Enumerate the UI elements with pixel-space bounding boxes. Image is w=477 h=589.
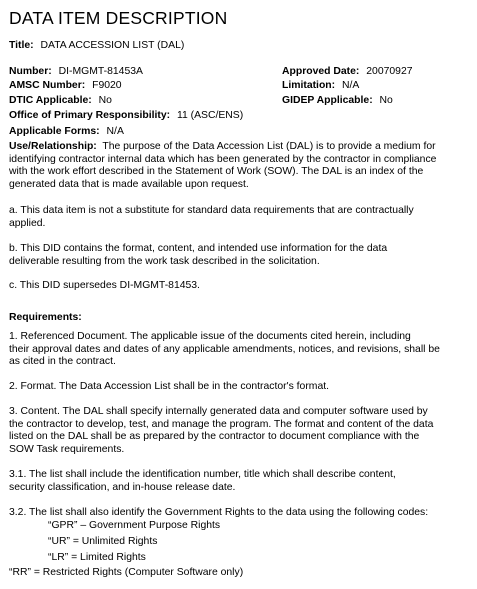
- amsc-field: [9, 80, 122, 93]
- document-title: DATA ITEM DESCRIPTION: [9, 8, 228, 28]
- code-gpr: “GPR” – Government Purpose Rights: [48, 520, 221, 531]
- title-value: DATA ACCESSION LIST (DAL): [40, 40, 185, 51]
- number-label: Number:: [9, 66, 52, 77]
- limitation-field: [282, 80, 359, 93]
- dtic-field: [9, 95, 112, 108]
- title-label: Title:: [9, 40, 34, 51]
- use-line: with the work effort described in the Statement of Work (SOW). The DAL is an index of the: [9, 166, 424, 177]
- gidep-field: [282, 95, 393, 108]
- paragraph-a: a. This data item is not a substitute for standard data requirements that are contractually applied.: [9, 205, 414, 229]
- use-line: generated data that is made available upon request.: [9, 178, 249, 190]
- requirement-1: 1. Referenced Document. The applicable issue of the documents cited herein, including their approval dates and dates of any applicable amendments, notices, and revisions, shall be as cited in the contract.: [9, 331, 440, 367]
- paragraph-b: b. This DID contains the format, content, and intended use information for the data deliverable resulting from the work task described in the solicitation.: [9, 243, 388, 267]
- opr-label: Office of Primary Responsibility:: [9, 110, 171, 121]
- use-relationship-paragraph: [9, 141, 467, 191]
- opr-value: 11 (ASC/ENS): [176, 110, 244, 121]
- dtic-value: No: [98, 95, 112, 106]
- dtic-label: DTIC Applicable:: [9, 95, 92, 106]
- requirement-3-2: 3.2. The list shall also identify the Government Rights to the data using the following codes:: [9, 507, 429, 518]
- amsc-value: F9020: [92, 80, 122, 91]
- opr-field: [9, 110, 243, 123]
- forms-field: [9, 126, 124, 139]
- title-field: [9, 40, 184, 53]
- number-value: DI-MGMT-81453A: [58, 66, 143, 77]
- requirement-2: 2. Format. The Data Accession List shall be in the contractor's format.: [9, 381, 330, 392]
- amsc-label: AMSC Number:: [9, 80, 86, 91]
- number-field: [9, 66, 143, 79]
- approved-label: Approved Date:: [282, 66, 360, 77]
- use-line: Use/Relationship: The purpose of the Data Accession List (DAL) is to provide a medium for: [9, 141, 436, 152]
- limitation-value: N/A: [342, 80, 360, 91]
- approved-date-field: [282, 66, 413, 79]
- gidep-label: GIDEP Applicable:: [282, 95, 373, 106]
- code-ur: “UR” = Unlimited Rights: [48, 536, 158, 547]
- requirement-3-1: 3.1. The list shall include the identification number, title which shall describe content, security classification, and in-house release date.: [9, 469, 396, 493]
- gidep-value: No: [379, 95, 393, 106]
- paragraph-c: c. This DID supersedes DI-MGMT-81453.: [9, 280, 200, 291]
- forms-value: N/A: [106, 126, 124, 137]
- use-line: identifying contractor internal data which has been generated by the contractor in compliance: [9, 153, 437, 165]
- limitation-label: Limitation:: [282, 80, 336, 91]
- code-rr: “RR” = Restricted Rights (Computer Software only): [9, 567, 244, 578]
- forms-label: Applicable Forms:: [9, 126, 100, 137]
- approved-value: 20070927: [366, 66, 413, 77]
- requirements-heading: Requirements:: [9, 312, 82, 323]
- requirement-3: 3. Content. The DAL shall specify internally generated data and computer software used by the contractor to develop, test, and manage the program. The format and content of the data listed on the DAL shall be as prepared by the contractor to document compliance with the SOW Task requirements.: [9, 406, 434, 455]
- code-lr: “LR” = Limited Rights: [48, 552, 146, 563]
- use-label: Use/Relationship:: [9, 141, 97, 152]
